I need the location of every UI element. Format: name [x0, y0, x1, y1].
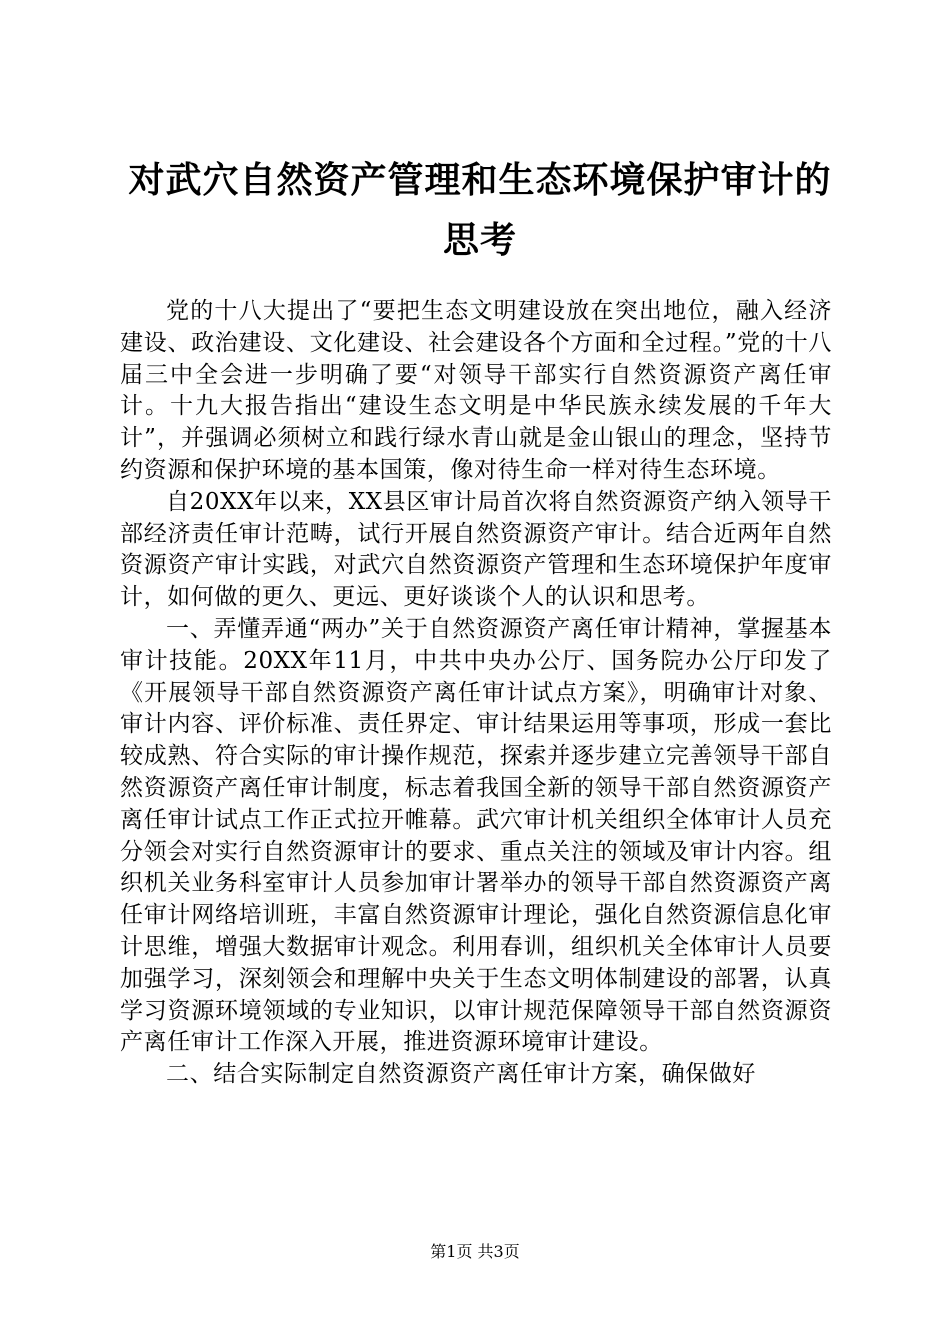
page-footer: 第1页 共3页: [430, 1242, 520, 1261]
document-title: 对武穴自然资产管理和生态环境保护审计的思考: [128, 159, 832, 261]
paragraph-3: 一、弄懂弄通“两办”关于自然资源资产离任审计精神，掌握基本审计技能。20XX年11月，中共中央办公厅、国务院办公厅印发了《开展领导干部自然资源资产离任审计试点方案》，明确审计对象、审计内容、评价标准、责任界定、审计结果运用等事项，形成一套比较成熟、符合实际的审计操作规范，探索并逐步建立完善领导干部自然资源资产离任审计制度，标志着我国全新的领导干部自然资源资产离任审计试点工作正式拉开帷幕。武穴审计机关组织全体审计人员充分领会对实行自然资源审计的要求、重点关注的领域及审计内容。组织机关业务科室审计人员参加审计署举办的领导干部自然资源资产离任审计网络培训班，丰富自然资源审计理论，强化自然资源信息化审计思维，增强大数据审计观念。利用春训，组织机关全体审计人员要加强学习，深刻领会和理解中央关于生态文明体制建设的部署，认真学习资源环境领域的专业知识，以审计规范保障领导干部自然资源资产离任审计工作深入开展，推进资源环境审计建设。: [120, 615, 832, 1056]
paragraph-4: 二、结合实际制定自然资源资产离任审计方案，确保做好: [166, 1061, 756, 1088]
paragraph-2: 自20XX年以来，XX县区审计局首次将自然资源资产纳入领导干部经济责任审计范畴，试行开展自然资源资产审计。结合近两年自然资源资产审计实践，对武穴自然资源资产管理和生态环境保护年度审计，如何做的更久、更远、更好谈谈个人的认识和思考。: [120, 488, 832, 611]
document-body: [120, 296, 832, 1091]
paragraph-1: 党的十八大提出了“要把生态文明建设放在突出地位，融入经济建设、政治建设、文化建设、社会建设各个方面和全过程。”党的十八届三中全会进一步明确了要“对领导干部实行自然资源资产离任审计。十九大报告指出“建设生态文明是中华民族永续发展的千年大计”，并强调必须树立和践行绿水青山就是金山银山的理念，坚持节约资源和保护环境的基本国策，像对待生命一样对待生态环境。: [120, 298, 832, 483]
